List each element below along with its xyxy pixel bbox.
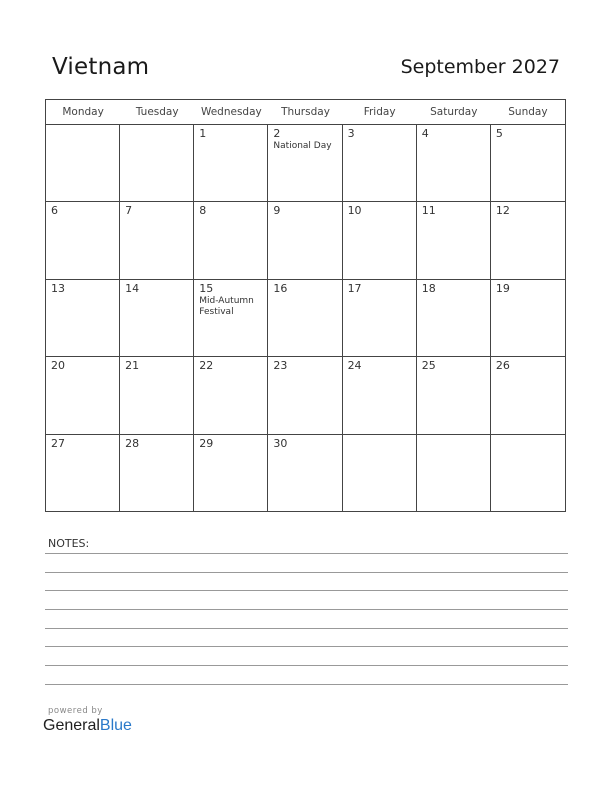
holiday-label: Mid-Autumn Festival [199,295,254,317]
weekday-wednesday: Wednesday [200,106,262,118]
day-cell [46,125,120,201]
day-number: 25 [421,359,436,373]
day-number: 20 [51,359,65,373]
notes-line [45,553,568,554]
day-number: 3 [347,127,355,140]
day-cell [268,435,342,512]
calendar-week [46,202,565,279]
day-cell [194,202,268,278]
day-cell [120,125,194,201]
day-number: 27 [51,436,65,450]
day-number: 15 [199,281,214,295]
day-cell [343,202,417,278]
day-number: 14 [125,281,140,295]
notes-line [45,590,568,591]
day-cell [46,202,120,278]
day-number: 24 [347,359,362,373]
day-cell [46,435,120,512]
day-cell [491,435,565,512]
weekday-tuesday: Tuesday [135,106,179,118]
notes-label: NOTES: [48,537,90,550]
weekday-header-row [46,100,565,125]
day-number: 30 [273,436,288,450]
calendar-week [46,125,565,202]
day-number: 12 [495,204,510,218]
powered-by-text: powered by [48,706,103,716]
day-cell [491,280,565,356]
day-number: 10 [347,204,362,218]
day-cell [268,202,342,278]
calendar-week [46,280,565,357]
day-number: 9 [273,204,281,218]
day-cell [343,280,417,356]
notes-line [45,572,568,573]
brand-blue-text: Blue [99,717,132,734]
day-cell [268,357,342,433]
generalblue-logo[interactable] [43,717,132,735]
weekday-sunday: Sunday [508,106,548,118]
day-number: 17 [347,281,362,295]
day-cell [120,280,194,356]
day-cell [417,125,491,201]
day-cell [194,125,268,201]
day-number: 21 [125,359,140,373]
notes-line [45,665,568,666]
day-number: 6 [51,204,58,218]
weekday-thursday: Thursday [281,106,330,118]
day-cell [46,280,120,356]
calendar-week [46,357,565,434]
day-cell [417,435,491,512]
calendar-month-title: September 2027 [400,56,560,78]
day-cell [268,125,342,201]
calendar-week [46,435,565,512]
notes-line [45,609,568,610]
day-cell [268,280,342,356]
day-number: 11 [421,204,436,218]
day-cell [194,357,268,433]
notes-line [45,646,568,647]
day-cell [417,202,491,278]
day-cell [194,280,268,356]
day-number: 1 [199,127,207,140]
day-number: 28 [125,436,140,450]
brand-general-text: General [43,717,100,734]
notes-line [45,684,568,685]
day-cell [417,357,491,433]
calendar-country-title: Vietnam [52,54,150,80]
notes-line [45,628,568,629]
day-cell [343,357,417,433]
day-number: 26 [495,359,510,373]
day-cell [120,357,194,433]
day-cell [343,435,417,512]
holiday-label: National Day [273,141,332,151]
day-cell [491,202,565,278]
day-cell [120,435,194,512]
day-cell [417,280,491,356]
day-number: 4 [421,127,429,140]
weekday-friday: Friday [363,106,396,118]
day-cell [120,202,194,278]
weekday-monday: Monday [62,106,104,118]
day-number: 22 [199,359,214,373]
day-number: 2 [273,127,281,140]
day-number: 16 [273,281,288,295]
day-cell [491,357,565,433]
weekday-saturday: Saturday [430,106,478,118]
day-number: 29 [199,436,214,450]
day-number: 18 [421,281,436,295]
day-number: 13 [51,281,65,295]
day-number: 5 [495,127,503,140]
day-cell [46,357,120,433]
calendar-grid [45,99,566,512]
calendar-weeks [46,125,565,512]
day-cell [194,435,268,512]
day-number: 8 [199,204,207,218]
day-cell [343,125,417,201]
day-cell [491,125,565,201]
day-number: 7 [125,204,133,218]
day-number: 23 [273,359,288,373]
day-number: 19 [495,281,510,295]
